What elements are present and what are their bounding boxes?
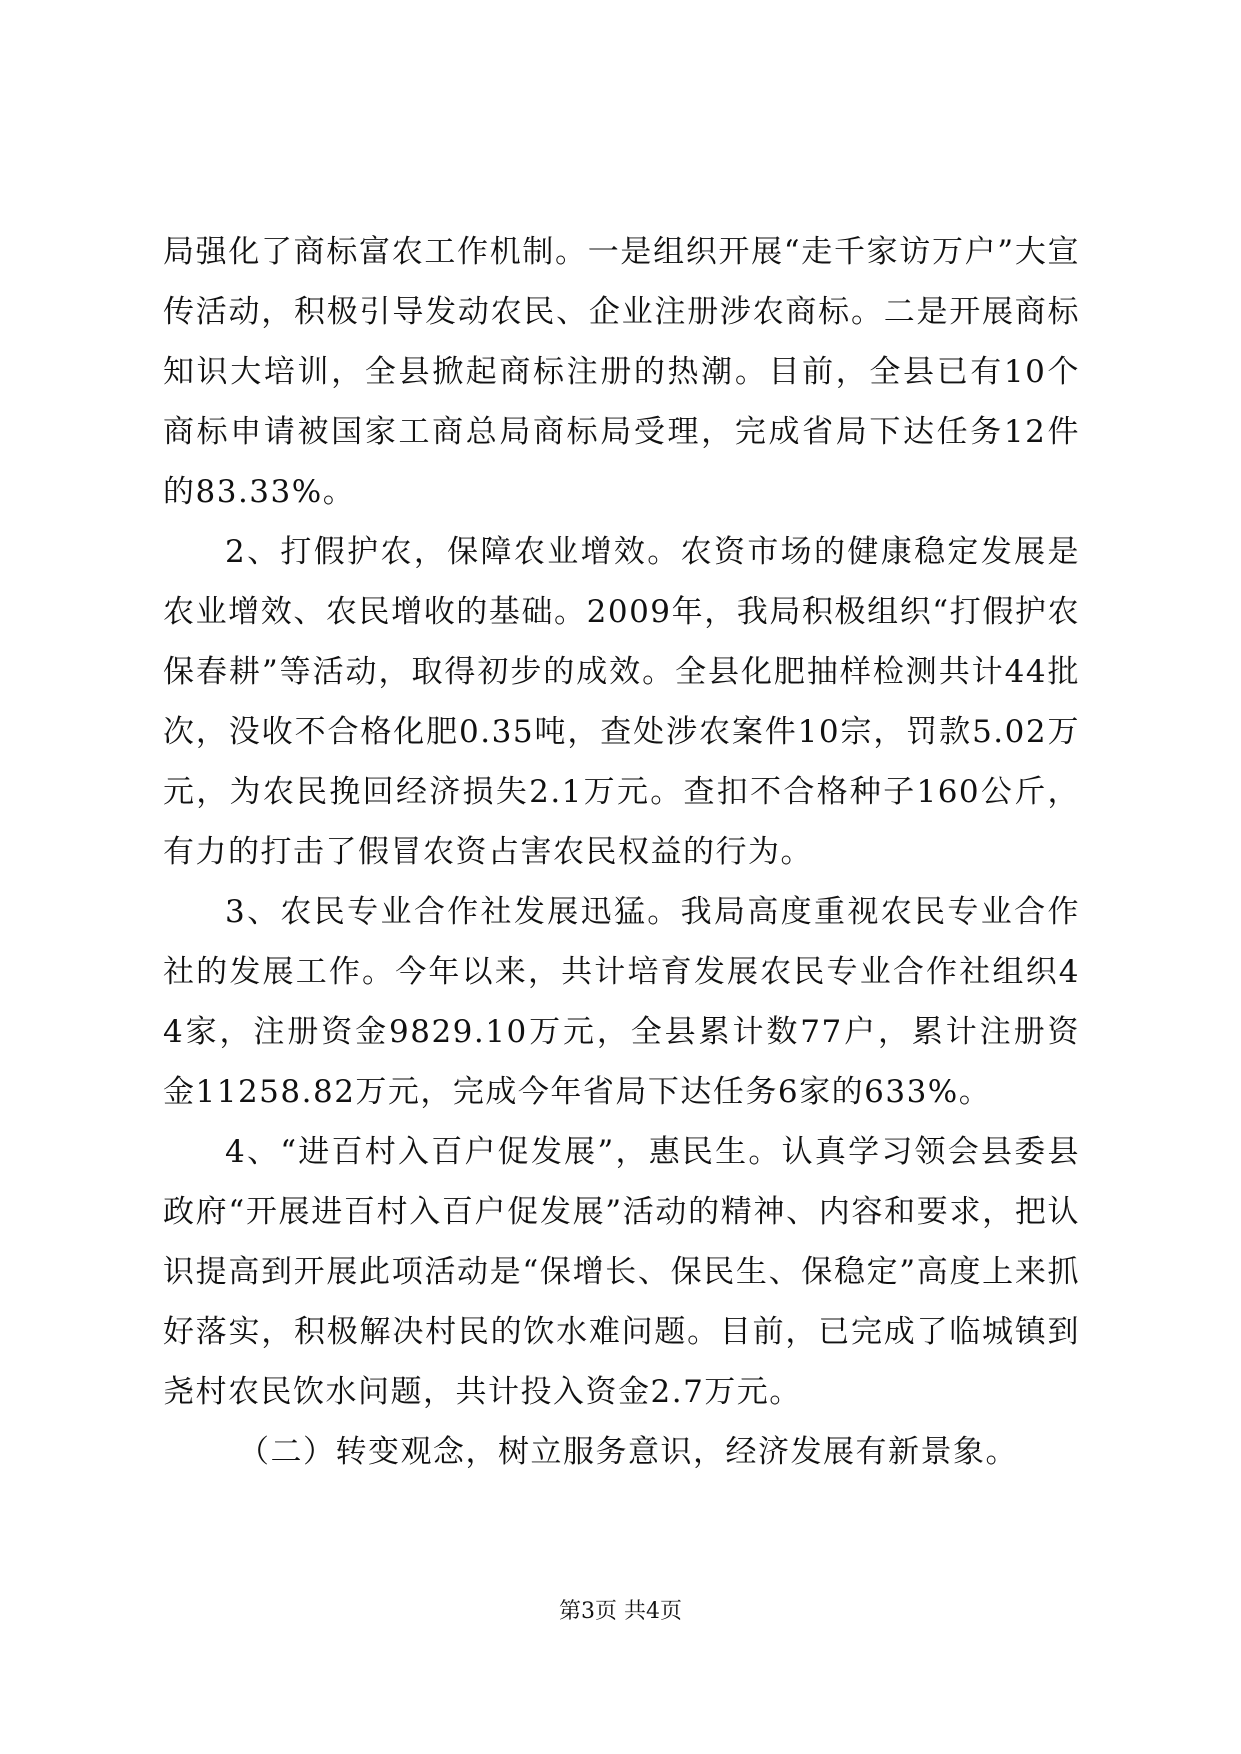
page-footer: 第3页 共4页 [559,1599,682,1624]
document-body [163,222,1080,1482]
paragraph-anti-counterfeit: 2、打假护农，保障农业增效。农资市场的健康稳定发展是农业增效、农民增收的基础。2009年，我局积极组织“打假护农保春耕”等活动，取得初步的成效。全县化肥抽样检测共计44批次，没收不合格化肥0.35吨，查处涉农案件10宗，罚款5.02万元，为农民挽回经济损失2.1万元。查扣不合格种子160公斤，有力的打击了假冒农资占害农民权益的行为。 [163,534,1080,870]
paragraph-village-campaign: 4、“进百村入百户促发展”，惠民生。认真学习领会县委县政府“开展进百村入百户促发展”活动的精神、内容和要求，把认识提高到开展此项活动是“保增长、保民生、保稳定”高度上来抓好落实，积极解决村民的饮水难问题。目前，已完成了临城镇到尧村农民饮水问题，共计投入资金2.7万元。 [163,1134,1080,1410]
section-heading-two: （二）转变观念，树立服务意识，经济发展有新景象。 [238,1434,1018,1470]
paragraph-cooperatives: 3、农民专业合作社发展迅猛。我局高度重视农民专业合作社的发展工作。今年以来，共计培育发展农民专业合作社组织44家，注册资金9829.10万元，全县累计数77户，累计注册资金11258.82万元，完成今年省局下达任务6家的633%。 [163,894,1080,1110]
paragraph-trademark-continuation: 局强化了商标富农工作机制。一是组织开展“走千家访万户”大宣传活动，积极引导发动农民、企业注册涉农商标。二是开展商标知识大培训，全县掀起商标注册的热潮。目前，全县已有10个商标申请被国家工商总局商标局受理，完成省局下达任务12件的83.33%。 [163,234,1080,510]
